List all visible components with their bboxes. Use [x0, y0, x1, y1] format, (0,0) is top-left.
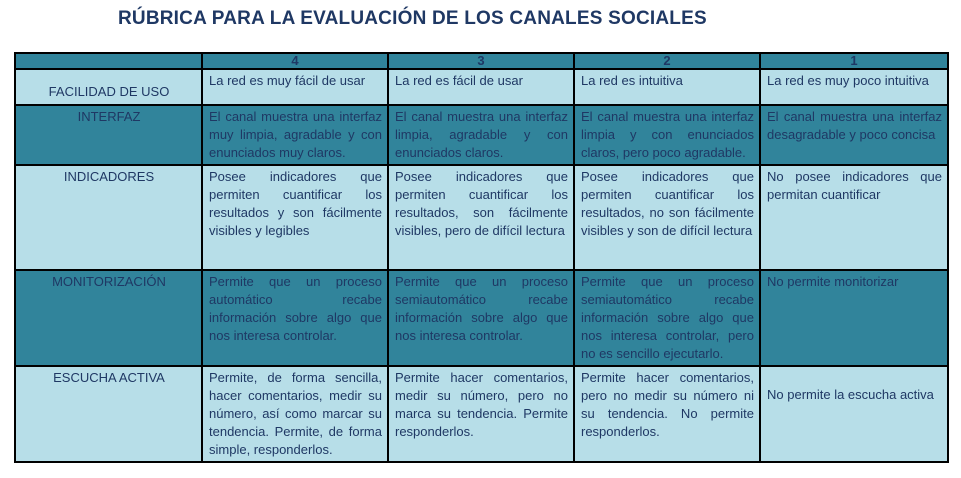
header-level-2: 2	[574, 53, 760, 69]
cell: Permite que un proceso automático recabe información sobre algo que nos interesa controlar.	[202, 270, 388, 366]
cell: Permite hacer comentarios, medir su número, pero no marca su tendencia. Permite responderlos.	[388, 366, 574, 462]
cell: El canal muestra una interfaz muy limpia, agradable y con enunciados muy claros.	[202, 105, 388, 165]
cell: El canal muestra una interfaz limpia, agradable y con enunciados claros.	[388, 105, 574, 165]
criterion-facilidad-de-uso: FACILIDAD DE USO	[15, 69, 202, 105]
cell: La red es intuitiva	[574, 69, 760, 105]
cell: Permite hacer comentarios, pero no medir su número ni su tendencia. No permite responderlos.	[574, 366, 760, 462]
cell: La red es muy poco intuitiva	[760, 69, 948, 105]
cell: No posee indicadores que permitan cuantificar	[760, 165, 948, 270]
criterion-indicadores: INDICADORES	[15, 165, 202, 270]
cell: No permite monitorizar	[760, 270, 948, 366]
criterion-interfaz: INTERFAZ	[15, 105, 202, 165]
table-row	[15, 105, 948, 165]
criterion-monitorizacion: MONITORIZACIÓN	[15, 270, 202, 366]
cell: Posee indicadores que permiten cuantificar los resultados y son fácilmente visibles y legibles	[202, 165, 388, 270]
cell: El canal muestra una interfaz desagradable y poco concisa	[760, 105, 948, 165]
cell: Posee indicadores que permiten cuantificar los resultados, son fácilmente visibles, pero de difícil lectura	[388, 165, 574, 270]
cell: La red es muy fácil de usar	[202, 69, 388, 105]
cell: No permite la escucha activa	[760, 366, 948, 462]
header-level-4: 4	[202, 53, 388, 69]
cell: Permite que un proceso semiautomático recabe información sobre algo que nos interesa controlar.	[388, 270, 574, 366]
table-row	[15, 165, 948, 270]
page-title: RÚBRICA PARA LA EVALUACIÓN DE LOS CANALES SOCIALES	[118, 8, 707, 29]
table-row	[15, 270, 948, 366]
cell: Posee indicadores que permiten cuantificar los resultados, no son fácilmente visibles y son de difícil lectura	[574, 165, 760, 270]
cell: La red es fácil de usar	[388, 69, 574, 105]
header-corner	[15, 53, 202, 69]
rubric-table	[14, 52, 949, 463]
table-row	[15, 69, 948, 105]
header-level-3: 3	[388, 53, 574, 69]
criterion-escucha-activa: ESCUCHA ACTIVA	[15, 366, 202, 462]
cell: Permite, de forma sencilla, hacer comentarios, medir su número, así como marcar su tendencia. Permite, de forma simple, responderlos.	[202, 366, 388, 462]
table-row	[15, 366, 948, 462]
cell: El canal muestra una interfaz limpia y con enunciados claros, pero poco agradable.	[574, 105, 760, 165]
cell: Permite que un proceso semiautomático recabe información sobre algo que nos interesa controlar, pero no es sencillo ejecutarlo.	[574, 270, 760, 366]
header-level-1: 1	[760, 53, 948, 69]
header-row	[15, 53, 948, 69]
